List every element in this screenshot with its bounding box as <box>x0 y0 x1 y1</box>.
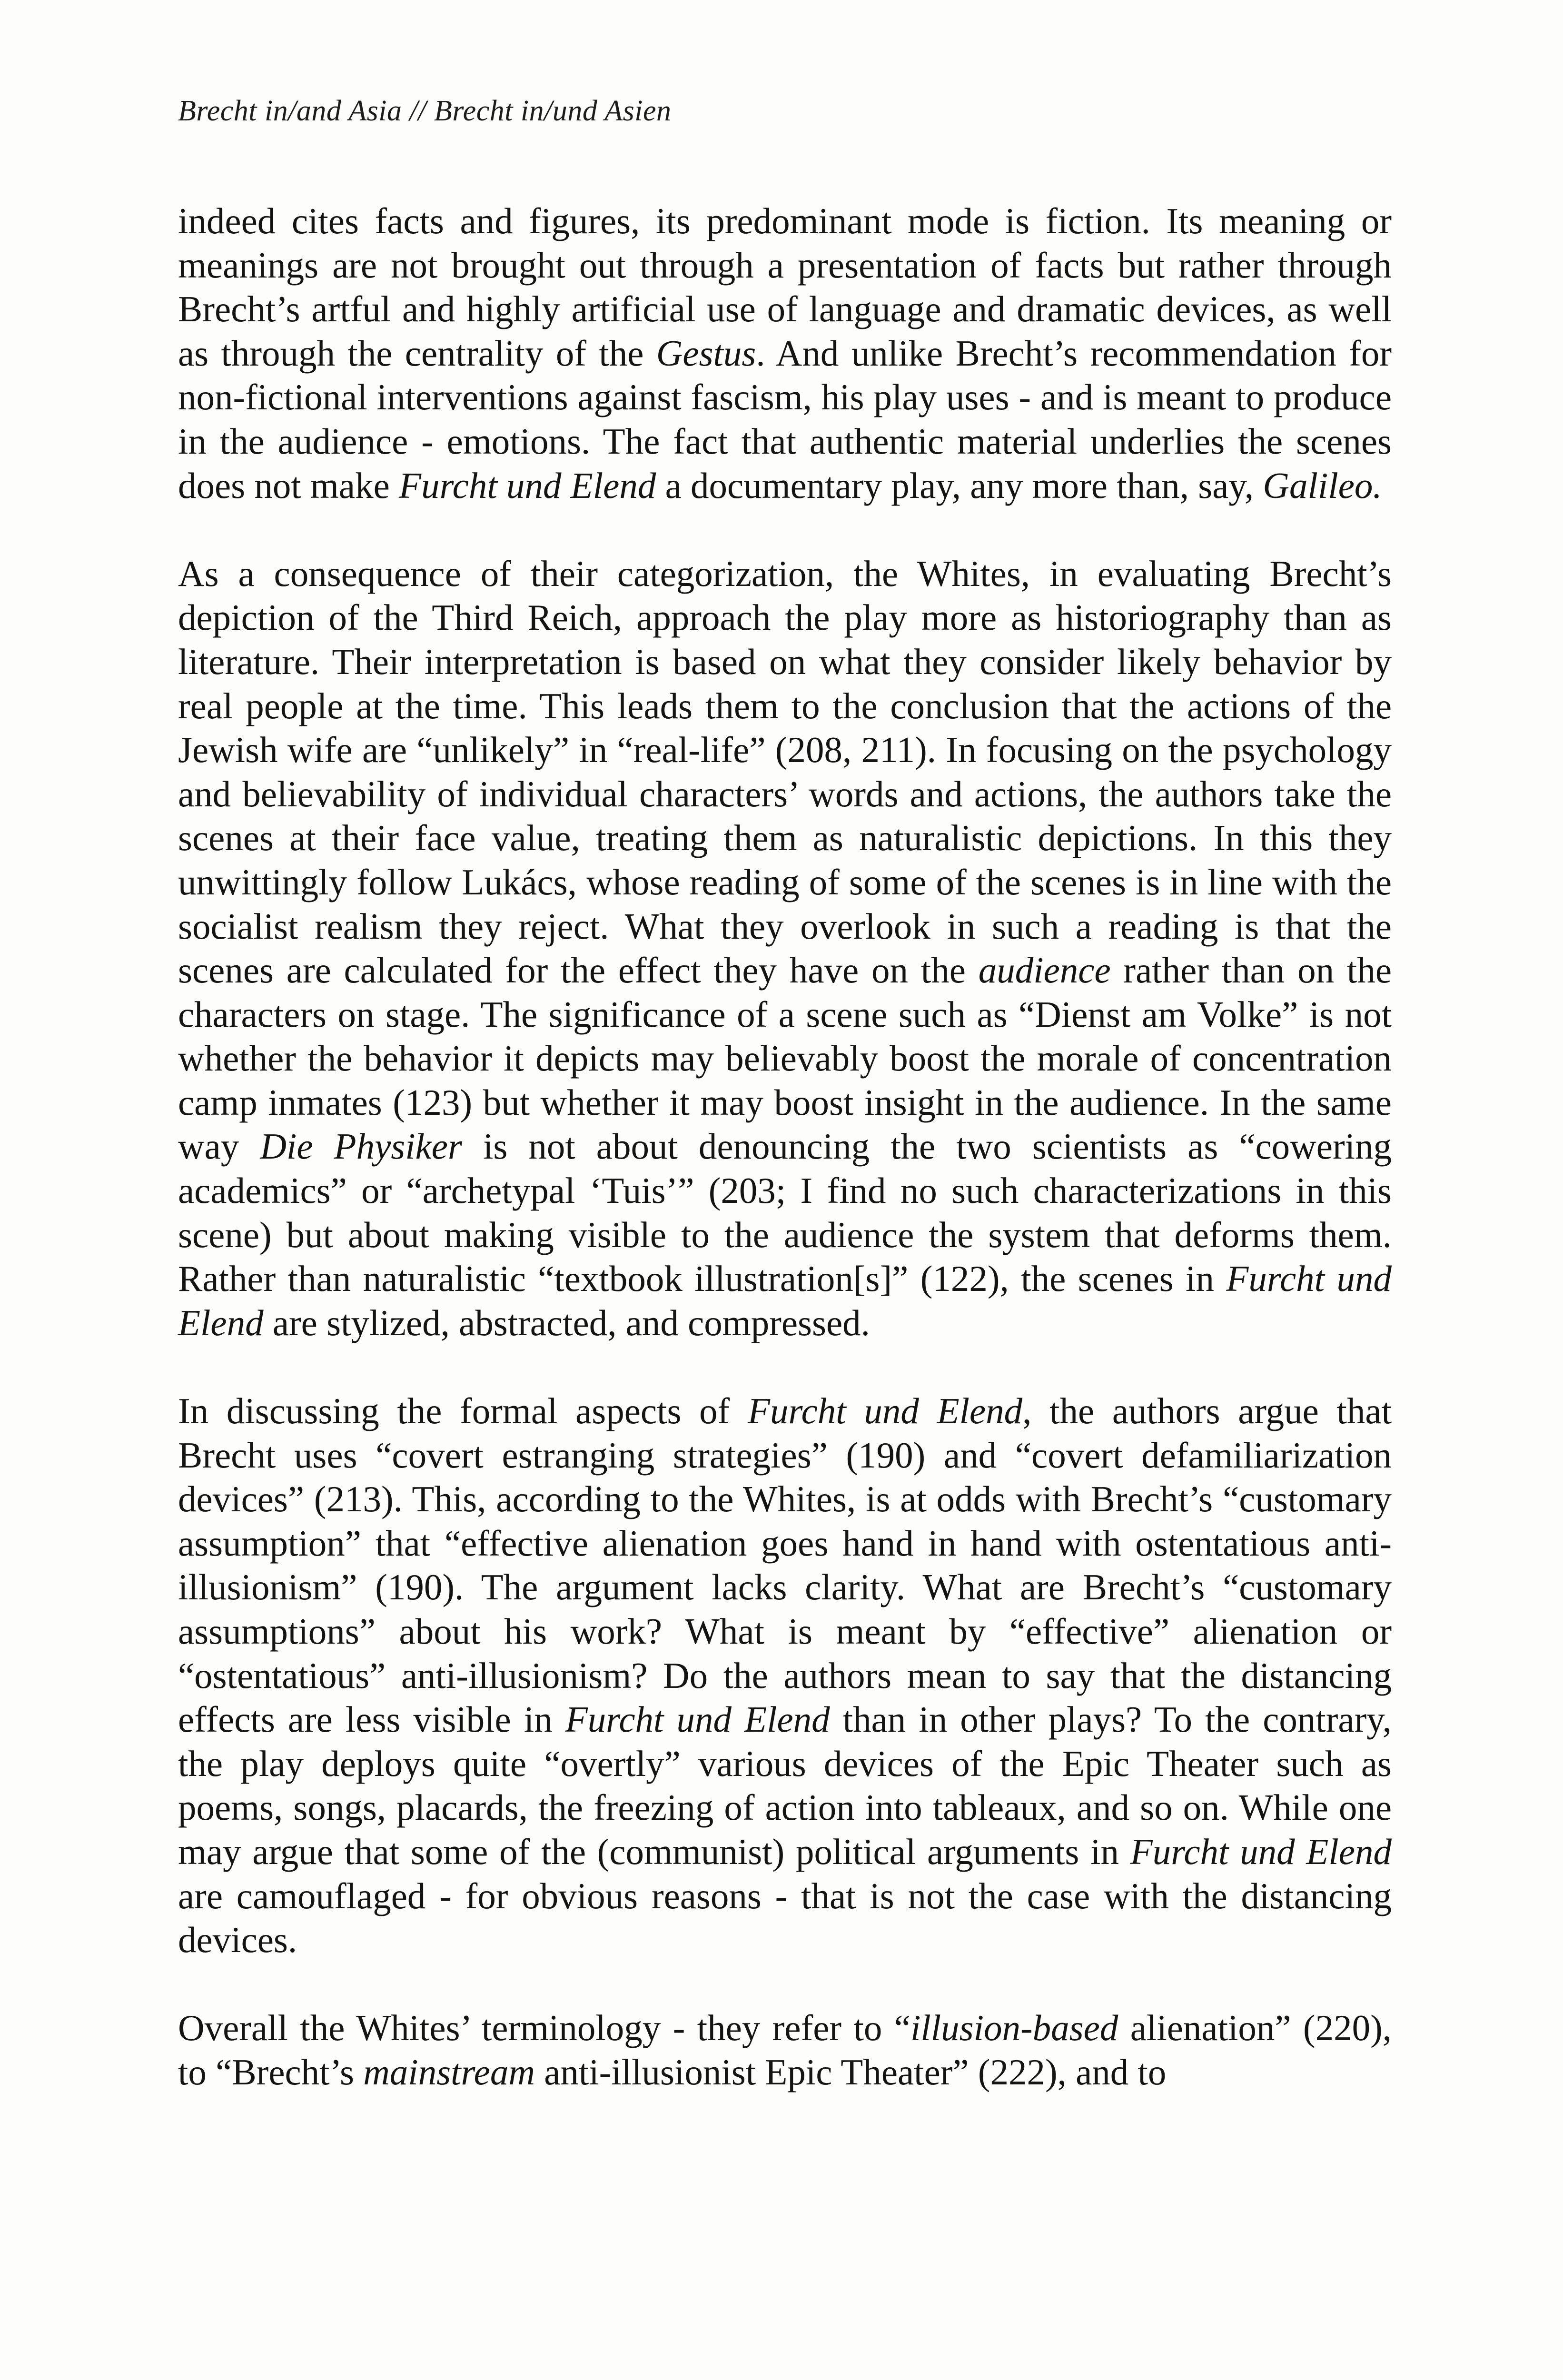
paragraph-4-text-1: Overall the Whites’ terminology - they refer to “ <box>178 2007 910 2049</box>
paragraph-1-text-1: indeed cites facts and figures, its predominant mode is fiction. Its meaning or meanings are not brought out through a presentation of facts but rather through Brecht’s artful and highly artificial use of language and dramatic devices, as well as through the centrality of the <box>178 200 1392 374</box>
paragraph-3 <box>178 1389 1392 1962</box>
italic-title-furcht-und-elend: Furcht und Elend <box>1130 1831 1392 1872</box>
paragraph-2-text-2: rather than on the characters on stage. The significance of a scene such as “Dienst am Volke” is not whether the behavior it depicts may believably boost the morale of concentration camp inmates (123) but whether it may boost insight in the audience. In the same way <box>178 950 1392 1167</box>
paragraph-3-text-1: In discussing the formal aspects of <box>178 1390 748 1432</box>
paragraph-4-text-3: anti-illusionist Epic Theater” (222), and to <box>534 2051 1167 2092</box>
italic-title-die-physiker: Die Physiker <box>260 1126 462 1167</box>
paragraph-1-text-3: a documentary play, any more than, say, <box>656 465 1263 506</box>
italic-title-galileo: Galileo. <box>1263 465 1382 506</box>
paragraph-2-text-3: is not about denouncing the two scientists as “cowering academics” or “archetypal ‘Tuis’” (203; I find no such characterizations in this scene) but about making visible to the audience the system that deforms them. Rather than naturalistic “textbook illustration[s]” (122), the scenes in <box>178 1126 1392 1299</box>
paragraph-4 <box>178 2006 1392 2094</box>
body-text <box>178 199 1392 2138</box>
italic-title-furcht-und-elend: Furcht und Elend <box>747 1390 1023 1432</box>
paragraph-4-text-2: alienation” (220), to “Brecht’s <box>178 2007 1392 2092</box>
italic-term-mainstream: mainstream <box>363 2051 535 2092</box>
italic-title-furcht-und-elend: Furcht und Elend <box>178 1258 1392 1343</box>
italic-title-furcht-und-elend: Furcht und Elend <box>399 465 656 506</box>
paragraph-2-text-4: are stylized, abstracted, and compressed. <box>263 1302 870 1343</box>
italic-term-gestus: Gestus <box>656 332 756 374</box>
paragraph-2-text-1: As a consequence of their categorization, the Whites, in evaluating Brecht’s depiction of the Third Reich, approach the play more as historiography than as literature. Their interpretation is based on what they consider likely behavior by real people at the time. This leads them to the conclusion that the actions of the Jewish wife are “unlikely” in “real-life” (208, 211). In focusing on the psychology and believability of individual characters’ words and actions, the authors take the scenes at their face value, treating them as naturalistic depictions. In this they unwittingly follow Lukács, whose reading of some of the scenes is in line with the socialist realism they reject. What they overlook in such a reading is that the scenes are calculated for the effect they have on the <box>178 553 1392 991</box>
paragraph-1 <box>178 199 1392 507</box>
italic-term-audience: audience <box>978 950 1111 991</box>
paragraph-1-text-2: . And unlike Brecht’s recommendation for non-fictional interventions against fascism, his play uses - and is meant to produce in the audience - emotions. The fact that authentic material underlies the scenes does not make <box>178 332 1392 506</box>
italic-title-furcht-und-elend: Furcht und Elend <box>565 1699 830 1740</box>
running-head: Brecht in/and Asia // Brecht in/und Asien <box>178 95 672 127</box>
paragraph-2 <box>178 552 1392 1345</box>
paragraph-3-text-3: than in other plays? To the contrary, the play deploys quite “overtly” various devices of the Epic Theater such as poems, songs, placards, the freezing of action into tableaux, and so on. While one may argue that some of the (communist) political arguments in <box>178 1699 1392 1872</box>
paragraph-3-text-2: , the authors argue that Brecht uses “covert estranging strategies” (190) and “covert defamiliarization devices” (213). This, according to the Whites, is at odds with Brecht’s “customary assumption” that “effective alienation goes hand in hand with ostentatious anti-illusionism” (190). The argument lacks clarity. What are Brecht’s “customary assumptions” about his work? What is meant by “effective” alienation or “ostentatious” anti-illusionism? Do the authors mean to say that the distancing effects are less visible in <box>178 1390 1392 1740</box>
italic-term-illusion-based: illusion-based <box>910 2007 1118 2049</box>
paragraph-3-text-4: are camouflaged - for obvious reasons - that is not the case with the distancing devices. <box>178 1875 1392 1961</box>
